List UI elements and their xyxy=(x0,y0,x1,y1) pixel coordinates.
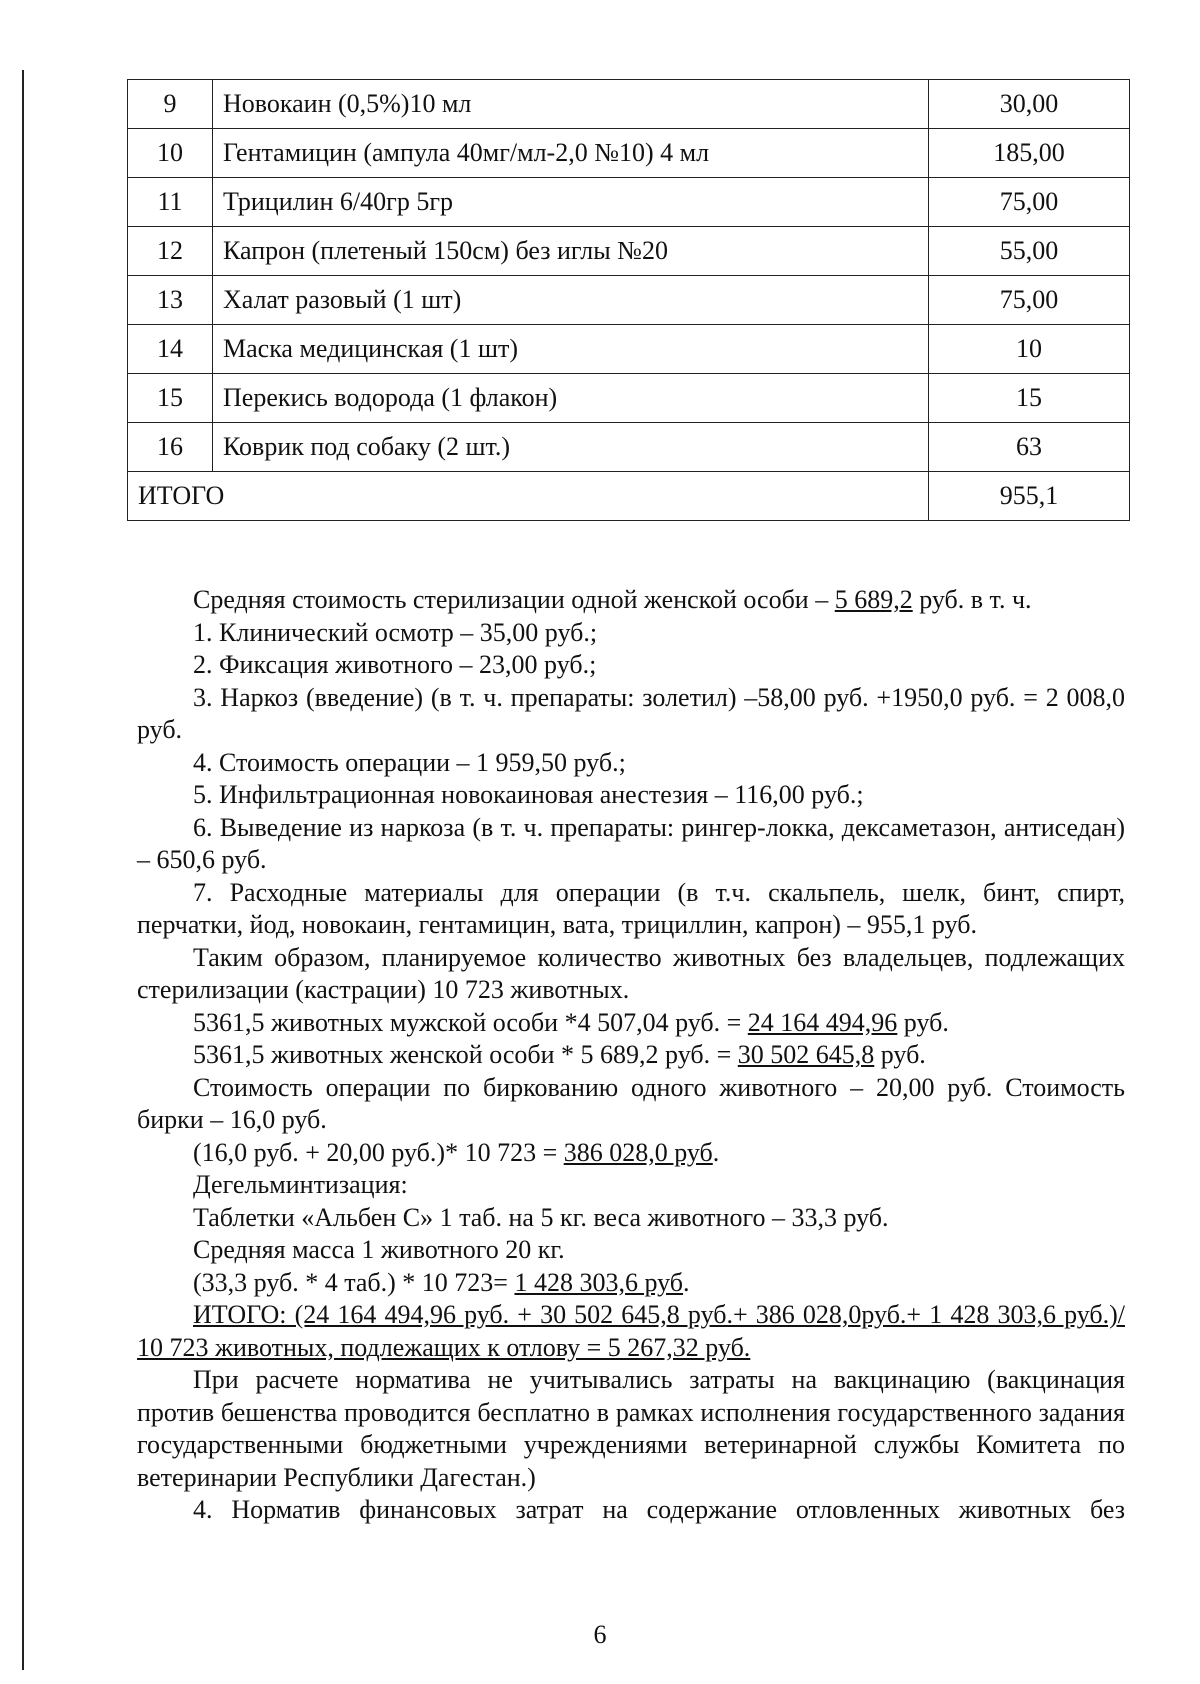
total-row xyxy=(128,472,1130,521)
text-span: . xyxy=(712,1137,720,1167)
row-value: 75,00 xyxy=(929,276,1130,325)
row-number: 9 xyxy=(128,80,213,129)
row-number: 15 xyxy=(128,374,213,423)
paragraph-item-5: 5. Инфильтрационная новокаиновая анестезия – 116,00 руб.; xyxy=(193,780,864,809)
table-row xyxy=(128,80,1130,129)
paragraph-item-1: 1. Клинический осмотр – 35,00 руб.; xyxy=(193,617,598,647)
table-row xyxy=(128,374,1130,423)
table-row xyxy=(128,276,1130,325)
row-number: 10 xyxy=(128,129,213,178)
text-span: руб. в т. ч. xyxy=(912,585,1032,614)
row-name: Капрон (плетеный 150см) без иглы №20 xyxy=(213,227,929,276)
document-body xyxy=(137,584,1125,1527)
paragraph-male-calc xyxy=(137,1007,1125,1040)
text-span: (33,3 руб. * 4 таб.) * 10 723= xyxy=(193,1267,515,1297)
text-span: . xyxy=(683,1267,690,1297)
underlined-amount: 386 028,0 руб xyxy=(563,1137,713,1167)
paragraph-deworming: Дегельминтизация: xyxy=(193,1170,408,1199)
text-span: Средняя стоимость стерилизации одной женской особи – xyxy=(193,585,835,614)
row-number: 13 xyxy=(128,276,213,325)
row-value: 10 xyxy=(929,325,1130,374)
paragraph-tagging-cost: Стоимость операции по биркованию одного животного – 20,00 руб. Стоимость бирки – 16,0 руб. xyxy=(137,1072,1125,1134)
paragraph-item-7: 7. Расходные материалы для операции (в т.ч. скальпель, шелк, бинт, спирт, перчатки, йод, новокаин, гентамицин, вата, трициллин, капрон) – 955,1 руб. xyxy=(137,877,1125,939)
row-value: 63 xyxy=(929,423,1130,472)
row-number: 12 xyxy=(128,227,213,276)
page-number: 6 xyxy=(593,1620,607,1649)
text-span: 5361,5 животных мужской особи *4 507,04 руб. = xyxy=(193,1007,748,1037)
table-row xyxy=(128,129,1130,178)
table-row xyxy=(128,325,1130,374)
underlined-amount: 1 428 303,6 руб xyxy=(514,1267,684,1297)
row-number: 14 xyxy=(128,325,213,374)
row-value: 15 xyxy=(929,374,1130,423)
paragraph-vaccination-note: При расчете норматива не учитывались затраты на вакцинацию (вакцинация против бешенства проводится бесплатно в рамках исполнения государственного задания государственными бюджетными учреждениями ветеринарной службы Комитета по ветеринарии Республики Дагестан.) xyxy=(137,1365,1125,1492)
row-name: Перекись водорода (1 флакон) xyxy=(213,374,929,423)
table-row xyxy=(128,423,1130,472)
text-span: руб. xyxy=(874,1040,926,1069)
text-span: 5361,5 животных женской особи * 5 689,2 руб. = xyxy=(193,1040,738,1069)
underlined-amount: 30 502 645,8 xyxy=(737,1040,875,1069)
table-row xyxy=(128,227,1130,276)
row-number: 11 xyxy=(128,178,213,227)
row-value: 55,00 xyxy=(929,227,1130,276)
paragraph-avg-cost xyxy=(137,584,1125,617)
materials-table xyxy=(127,79,1130,521)
row-number: 16 xyxy=(128,423,213,472)
row-name: Гентамицин (ампула 40мг/мл-2,0 №10) 4 мл xyxy=(213,129,929,178)
row-name: Коврик под собаку (2 шт.) xyxy=(213,423,929,472)
total-value: 955,1 xyxy=(929,472,1130,521)
row-name: Маска медицинская (1 шт) xyxy=(213,325,929,374)
paragraph-item-4: 4. Стоимость операции – 1 959,50 руб.; xyxy=(193,747,626,777)
table-row xyxy=(128,178,1130,227)
paragraph-summary: Таким образом, планируемое количество животных без владельцев, подлежащих стерилизации (кастрации) 10 723 животных. xyxy=(137,942,1125,1004)
underlined-amount: 5 689,2 xyxy=(834,585,913,614)
row-name: Халат разовый (1 шт) xyxy=(213,276,929,325)
row-value: 30,00 xyxy=(929,80,1130,129)
row-name: Новокаин (0,5%)10 мл xyxy=(213,80,929,129)
paragraph-total: ИТОГО: (24 164 494,96 руб. + 30 502 645,8 руб.+ 386 028,0руб.+ 1 428 303,6 руб.)/ 10 723 животных, подлежащих к отлову = 5 267,32 руб. xyxy=(137,1300,1125,1362)
text-span: (16,0 руб. + 20,00 руб.)* 10 723 = xyxy=(193,1137,564,1167)
paragraph-tablets: Таблетки «Альбен С» 1 таб. на 5 кг. веса животного – 33,3 руб. xyxy=(193,1202,889,1232)
text-span: руб. xyxy=(897,1007,949,1037)
paragraph-tagging-calc xyxy=(137,1137,1125,1170)
paragraph-item-3: 3. Наркоз (введение) (в т. ч. препараты: золетил) –58,00 руб. +1950,0 руб. = 2 008,0 руб. xyxy=(137,682,1125,744)
underlined-amount: 24 164 494,96 xyxy=(747,1007,898,1037)
scan-edge-line xyxy=(22,70,24,1670)
row-value: 185,00 xyxy=(929,129,1130,178)
paragraph-section-4: 4. Норматив финансовых затрат на содержание отловленных животных без xyxy=(193,1495,1125,1524)
paragraph-avg-mass: Средняя масса 1 животного 20 кг. xyxy=(193,1235,565,1264)
paragraph-item-6: 6. Выведение из наркоза (в т. ч. препараты: рингер-локка, дексаметазон, антиседан) – 650,6 руб. xyxy=(137,812,1125,874)
paragraph-female-calc xyxy=(137,1039,1125,1072)
row-value: 75,00 xyxy=(929,178,1130,227)
row-name: Трицилин 6/40гр 5гр xyxy=(213,178,929,227)
paragraph-item-2: 2. Фиксация животного – 23,00 руб.; xyxy=(193,650,597,679)
total-label: ИТОГО xyxy=(128,472,929,521)
paragraph-deworming-calc xyxy=(137,1267,1125,1300)
